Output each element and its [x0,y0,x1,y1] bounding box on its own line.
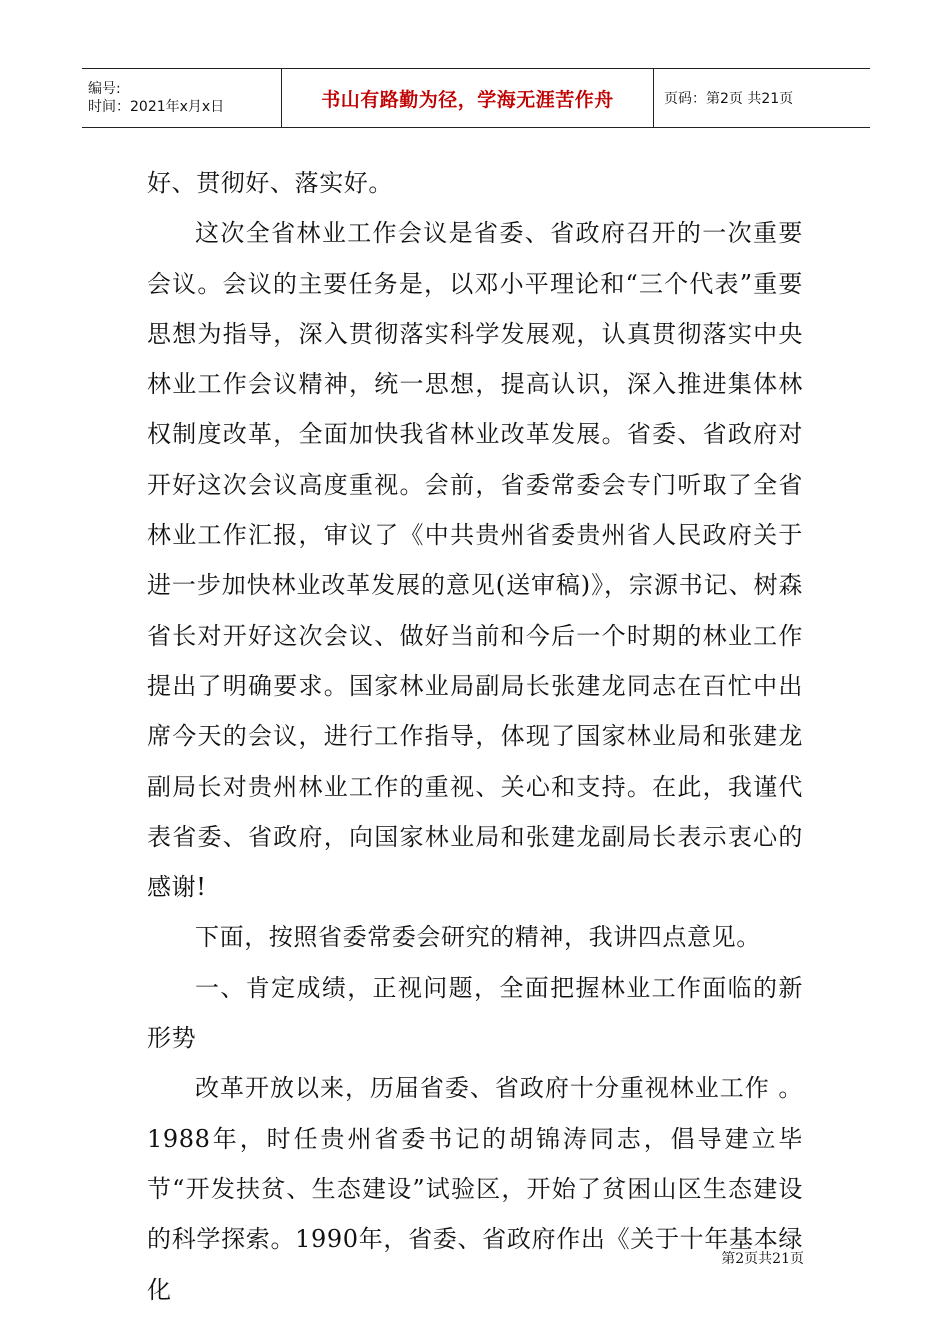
document-header [82,68,870,128]
document-number-label: 编号: [88,81,121,97]
paragraph-continuation: 好、贯彻好、落实好。 [147,169,393,197]
header-page-label: 页码：第2页 共21页 [664,91,794,107]
section-heading-one: 一、肯定成绩，正视问题，全面把握林业工作面临的新形势 [147,973,803,1053]
page-footer: 第2页共21页 [721,1251,804,1267]
paragraph-meeting-intro: 这次全省林业工作会议是省委、省政府召开的一次重要会议。会议的主要任务是，以邓小平理论和“三个代表”重要思想为指导，深入贯彻落实科学发展观，认真贯彻落实中央林业工作会议精神，统一思想，提高认识，深入推进集体林权制度改革，全面加快我省林业改革发展。省委、省政府对开好这次会议高度重视。会前，省委常委会专门听取了全省林业工作汇报，审议了《中共贵州省委贵州省人民政府关于进一步加快林业改革发展的意见(送审稿)》，宗源书记、树森省长对开好这次会议、做好当前和今后一个时期的林业工作提出了明确要求。国家林业局副局长张建龙同志在百忙中出席今天的会议，进行工作指导，体现了国家林业局和张建龙副局长对贵州林业工作的重视、关心和支持。在此，我谨代表省委、省政府，向国家林业局和张建龙副局长表示衷心的感谢! [147,219,803,902]
header-meta-cell [82,69,282,127]
document-body [147,158,803,1315]
paragraph-four-points: 下面，按照省委常委会研究的精神，我讲四点意见。 [195,923,761,952]
header-motto: 书山有路勤为径，学海无涯苦作舟 [282,69,654,127]
paragraph-reform-history: 改革开放以来，历届省委、省政府十分重视林业工作 。1988年，时任贵州省委书记的胡锦涛同志，倡导建立毕节“开发扶贫、生态建设”试验区，开始了贫困山区生态建设的科学探索。1990年，省委、省政府作出《关于十年基本绿化 [147,1074,803,1304]
document-time-label: 时间：2021年x月x日 [88,99,225,115]
